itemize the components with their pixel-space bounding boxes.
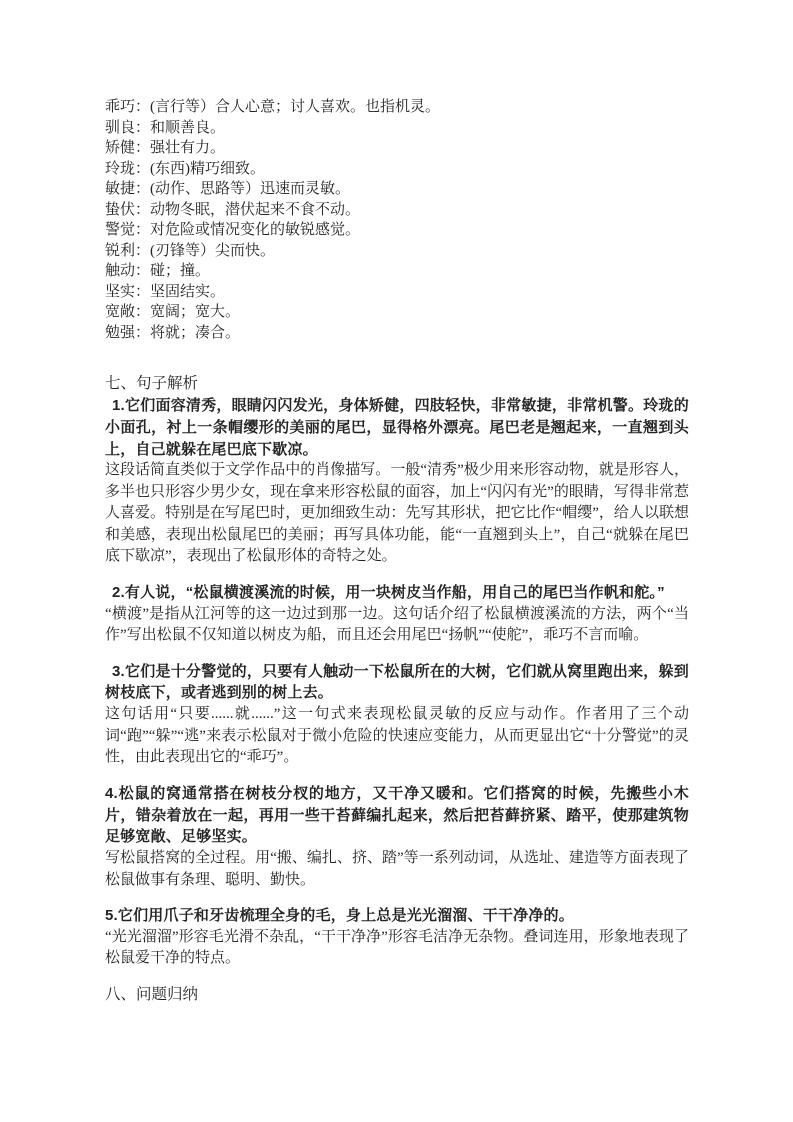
- vocab-item: 锐利：(刃锋等）尖而快。: [105, 242, 275, 259]
- vocab-item: 警觉：对危险或情况变化的敏锐感觉。: [105, 222, 361, 238]
- document-content: [105, 97, 689, 1006]
- analysis-explanation-4: 写松鼠搭窝的全过程。用“搬、编扎、挤、踏”等一系列动词，从选址、建造等方面表现了松鼠做事有条理、聪明、勤快。: [105, 850, 689, 888]
- analysis-explanation-5: “光光溜溜”形容毛光滑不杂乱，“干干净净”形容毛洁净无杂物。叠词连用，形象地表现了松鼠爱干净的特点。: [105, 928, 689, 967]
- vocab-item: 坚实：坚固结实。: [105, 283, 226, 300]
- analysis-block-4: [105, 783, 689, 891]
- section-heading-sentence-analysis: 七、句子解析: [105, 375, 199, 392]
- analysis-sentence-3: 3.它们是十分警觉的，只要有人触动一下松鼠所在的大树，它们就从窝里跑出来，躲到树枝底下，或者逃到别的树上去。: [105, 662, 689, 702]
- vocab-item: 玲珑：(东西)精巧细致。: [105, 160, 265, 177]
- vocab-item: 宽敞：宽阔；宽大。: [105, 304, 241, 320]
- vocab-item: 触动：碰；撞。: [105, 263, 211, 279]
- vocab-list: [105, 97, 689, 343]
- vocab-item: 乖巧：(言行等）合人心意；讨人喜欢。也指机灵。: [105, 99, 440, 115]
- analysis-block-3: [105, 661, 689, 769]
- analysis-block-2: [105, 582, 689, 647]
- analysis-explanation-2: “横渡”是指从江河等的这一边过到那一边。这句话介绍了松鼠横渡溪流的方法，两个“当作”写出松鼠不仅知道以树皮为船，而且还会用尾巴“扬帆”“使舵”，乖巧不言而喻。: [105, 605, 689, 644]
- analysis-explanation-1: 这段话简直类似于文学作品中的肖像描写。一般“清秀”极少用来形容动物，就是形容人，多半也只形容少男少女，现在拿来形容松鼠的面容，加上“闪闪有光”的眼睛，写得非常惹人喜爱。特别是在写尾巴时，更加细致生动：先写其形状，把它比作“帽缨”，给人以联想和美感，表现出松鼠尾巴的美丽；再写具体功能，能“一直翘到头上”，自己“就躲在尾巴底下歇凉”，表现出了松鼠形体的奇特之处。: [105, 462, 689, 565]
- vocab-item: 驯良：和顺善良。: [105, 119, 226, 136]
- analysis-explanation-3: 这句话用“只要......就......”这一句式来表现松鼠灵敏的反应与动作。作者用了三个动词“跑”“躲”“逃”来表示松鼠对于微小危险的快速应变能力，从而更显出它“十分警觉”的灵性，由此表现出它的“乖巧”。: [105, 706, 689, 766]
- vocab-item: 矫健：强壮有力。: [105, 140, 226, 156]
- analysis-sentence-2: 2.有人说，“松鼠横渡溪流的时候，用一块树皮当作船，用自己的尾巴当作帆和舵。”: [112, 583, 665, 601]
- analysis-sentence-5: 5.它们用爪子和牙齿梳理全身的毛，身上总是光光溜溜、干干净净的。: [105, 907, 574, 925]
- section-heading-question-summary: 八、问题归纳: [105, 985, 199, 1003]
- analysis-sentence-1: 1.它们面容清秀，眼睛闪闪发光，身体矫健，四肢轻快，非常敏捷，非常机警。玲珑的小面孔，衬上一条帽缨形的美丽的尾巴，显得格外漂亮。尾巴老是翘起来，一直翘到头上，自己就躲在尾巴底下歇凉。: [105, 397, 689, 458]
- vocab-item: 勉强：将就；凑合。: [105, 324, 241, 341]
- analysis-sentence-4: 4.松鼠的窝通常搭在树枝分杈的地方，又干净又暖和。它们搭窝的时候，先搬些小木片，错杂着放在一起，再用一些干苔藓编扎起来，然后把苔藓挤紧、踏平，使那建筑物足够宽敞、足够坚实。: [105, 784, 689, 846]
- analysis-block-1: [105, 395, 689, 568]
- vocab-item: 蛰伏：动物冬眠，潜伏起来不食不动。: [105, 201, 361, 218]
- vocab-item: 敏捷：(动作、思路等）迅速而灵敏。: [105, 181, 350, 197]
- analysis-block-5: [105, 905, 689, 970]
